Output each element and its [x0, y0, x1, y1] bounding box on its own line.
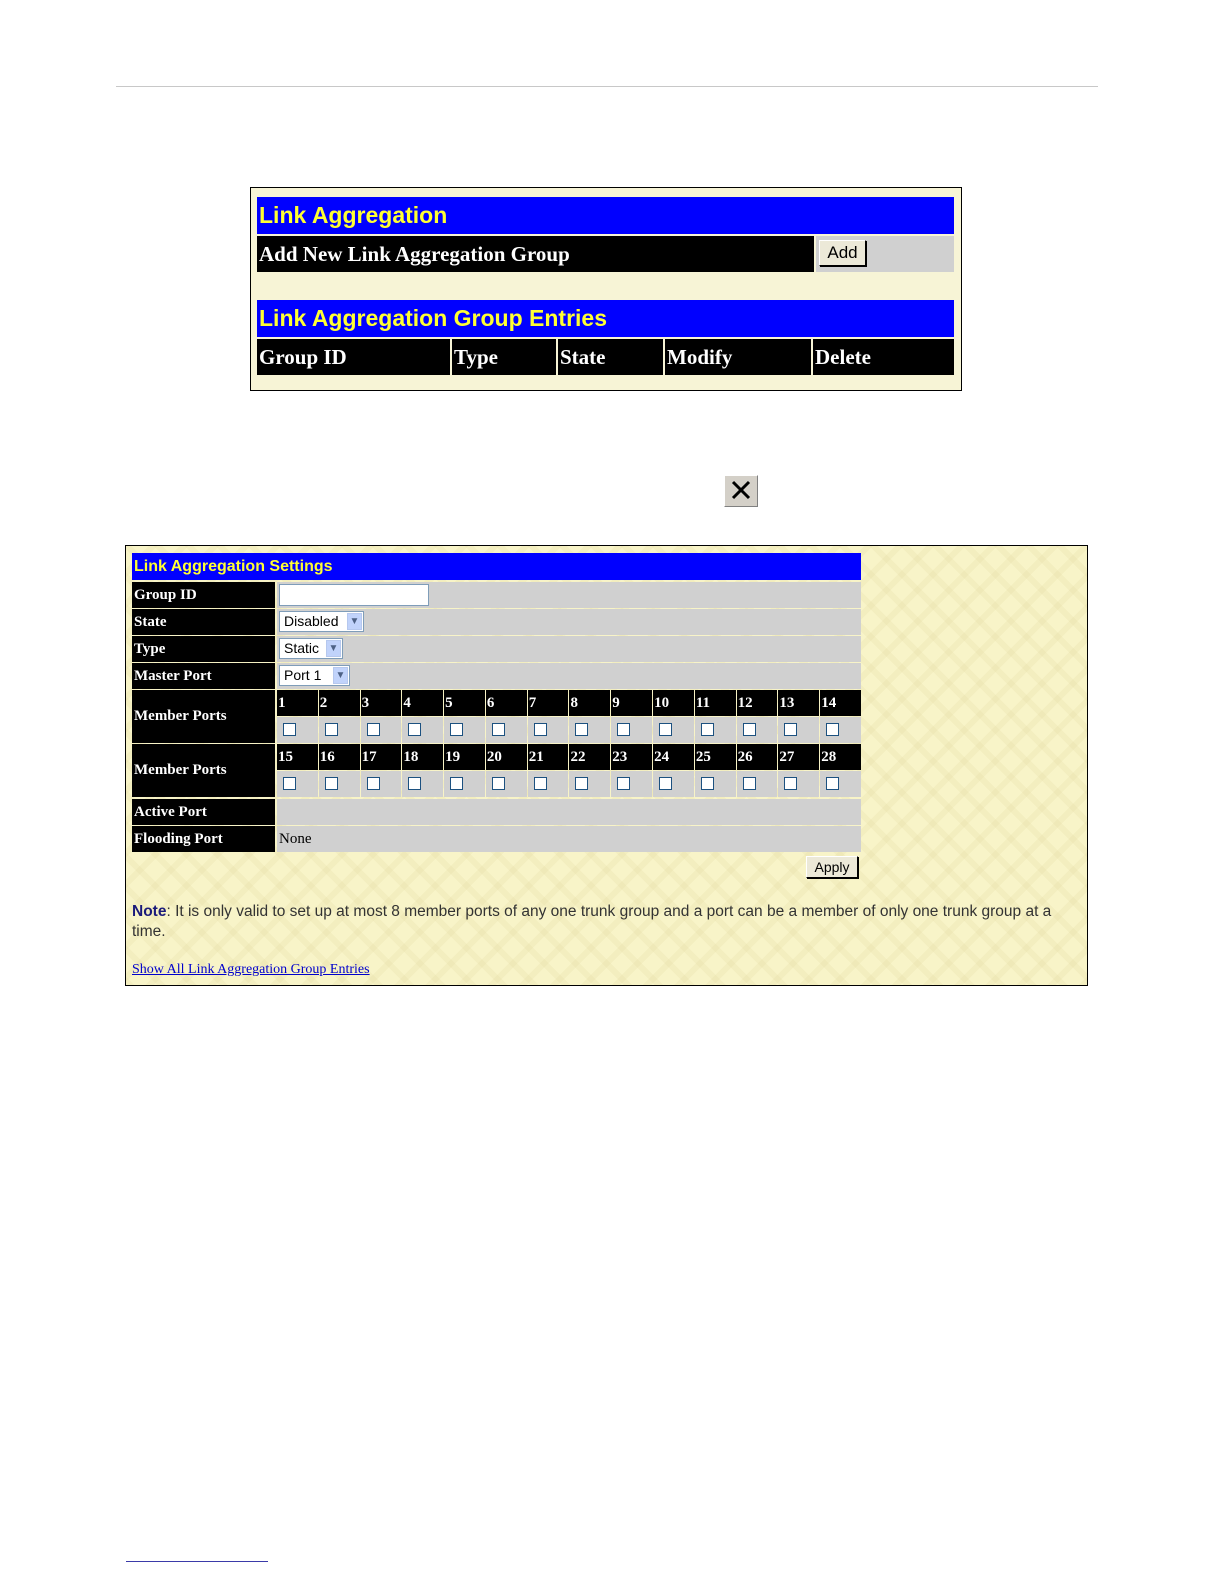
port-number: 28 — [820, 744, 861, 770]
port-number: 16 — [319, 744, 360, 770]
state-label: State — [132, 609, 275, 635]
port-checkbox-cell — [486, 771, 527, 797]
port-number: 14 — [820, 690, 861, 716]
add-group-label: Add New Link Aggregation Group — [257, 236, 814, 272]
member-ports-row-2 — [132, 744, 861, 797]
port-checkbox-cell — [486, 717, 527, 743]
member-ports-row-1 — [132, 690, 861, 743]
port-column — [737, 744, 778, 797]
port-checkbox[interactable] — [575, 777, 588, 790]
col-delete: Delete — [813, 339, 954, 375]
port-checkbox-cell — [820, 717, 861, 743]
port-number: 18 — [402, 744, 443, 770]
port-number: 4 — [402, 690, 443, 716]
show-all-entries-link[interactable]: Show All Link Aggregation Group Entries — [132, 962, 370, 977]
port-checkbox[interactable] — [701, 723, 714, 736]
port-checkbox[interactable] — [743, 777, 756, 790]
add-group-row — [257, 236, 954, 272]
state-select[interactable] — [279, 611, 364, 632]
note-label: Note — [132, 903, 167, 920]
flooding-port-label: Flooding Port — [132, 826, 275, 852]
port-checkbox-cell — [569, 771, 610, 797]
port-number: 10 — [653, 690, 694, 716]
port-checkbox-cell — [820, 771, 861, 797]
port-checkbox-cell — [402, 717, 443, 743]
port-number: 26 — [737, 744, 778, 770]
port-checkbox[interactable] — [492, 723, 505, 736]
master-port-row — [132, 663, 861, 689]
member-ports-grid-2 — [277, 744, 861, 797]
port-number: 9 — [611, 690, 652, 716]
port-number: 6 — [486, 690, 527, 716]
port-number: 21 — [528, 744, 569, 770]
port-number: 11 — [695, 690, 736, 716]
col-modify: Modify — [665, 339, 811, 375]
add-button-cell — [816, 236, 954, 272]
entries-title: Link Aggregation Group Entries — [257, 300, 954, 337]
port-column — [569, 744, 610, 797]
port-number: 5 — [444, 690, 485, 716]
port-checkbox[interactable] — [659, 777, 672, 790]
settings-title: Link Aggregation Settings — [132, 553, 861, 580]
port-checkbox-cell — [402, 771, 443, 797]
port-checkbox-cell — [611, 717, 652, 743]
active-port-value — [277, 804, 279, 820]
port-checkbox-cell — [695, 717, 736, 743]
port-column — [361, 690, 402, 743]
port-column — [361, 744, 402, 797]
port-checkbox[interactable] — [784, 777, 797, 790]
col-type: Type — [452, 339, 556, 375]
port-checkbox[interactable] — [325, 723, 338, 736]
port-column — [820, 690, 861, 743]
type-select-value: Static — [284, 640, 320, 656]
port-checkbox-cell — [653, 771, 694, 797]
port-number: 23 — [611, 744, 652, 770]
member-ports-grid-1 — [277, 690, 861, 743]
port-checkbox-cell — [277, 771, 318, 797]
port-checkbox-cell — [737, 717, 778, 743]
port-column — [528, 690, 569, 743]
port-number: 19 — [444, 744, 485, 770]
top-rule — [116, 86, 1098, 87]
port-checkbox[interactable] — [659, 723, 672, 736]
port-checkbox-cell — [361, 717, 402, 743]
delete-icon — [724, 475, 758, 507]
port-checkbox[interactable] — [743, 723, 756, 736]
port-checkbox-cell — [569, 717, 610, 743]
port-checkbox[interactable] — [450, 723, 463, 736]
port-column — [695, 690, 736, 743]
port-checkbox[interactable] — [534, 777, 547, 790]
port-checkbox[interactable] — [367, 723, 380, 736]
chevron-down-icon: ▼ — [347, 613, 362, 630]
master-port-select[interactable] — [279, 665, 350, 686]
flooding-port-value: None — [279, 831, 312, 847]
chevron-down-icon: ▼ — [326, 640, 341, 657]
port-column — [653, 744, 694, 797]
port-number: 24 — [653, 744, 694, 770]
port-checkbox-cell — [444, 771, 485, 797]
member-ports-label: Member Ports — [132, 690, 275, 743]
note-body: : It is only valid to set up at most 8 member ports of any one trunk group and a port can be a member of only one trunk group at a time. — [132, 903, 1052, 940]
port-checkbox[interactable] — [784, 723, 797, 736]
port-number: 17 — [361, 744, 402, 770]
master-port-label: Master Port — [132, 663, 275, 689]
port-checkbox[interactable] — [575, 723, 588, 736]
port-checkbox[interactable] — [283, 723, 296, 736]
member-ports-label: Member Ports — [132, 744, 275, 797]
port-checkbox[interactable] — [617, 723, 630, 736]
entries-table-header — [257, 339, 954, 375]
port-checkbox[interactable] — [367, 777, 380, 790]
port-checkbox[interactable] — [826, 777, 839, 790]
port-number: 7 — [528, 690, 569, 716]
port-column — [778, 744, 819, 797]
port-checkbox[interactable] — [701, 777, 714, 790]
apply-button[interactable]: Apply — [806, 856, 858, 878]
port-checkbox[interactable] — [450, 777, 463, 790]
port-checkbox[interactable] — [534, 723, 547, 736]
port-number: 25 — [695, 744, 736, 770]
port-checkbox[interactable] — [408, 777, 421, 790]
port-checkbox[interactable] — [826, 723, 839, 736]
port-number: 3 — [361, 690, 402, 716]
port-checkbox-cell — [319, 771, 360, 797]
port-column — [486, 690, 527, 743]
port-checkbox[interactable] — [283, 777, 296, 790]
port-column — [444, 690, 485, 743]
group-id-row — [132, 582, 861, 608]
port-checkbox-cell — [528, 771, 569, 797]
port-checkbox-cell — [528, 717, 569, 743]
port-checkbox-cell — [778, 771, 819, 797]
port-column — [444, 744, 485, 797]
col-state: State — [558, 339, 663, 375]
bottom-rule — [126, 1561, 268, 1562]
panel-title: Link Aggregation — [257, 197, 954, 234]
port-column — [528, 744, 569, 797]
port-number: 2 — [319, 690, 360, 716]
port-number: 8 — [569, 690, 610, 716]
port-column — [277, 744, 318, 797]
port-column — [611, 744, 652, 797]
port-column — [319, 690, 360, 743]
port-number: 12 — [737, 690, 778, 716]
port-column — [778, 690, 819, 743]
port-checkbox-cell — [653, 717, 694, 743]
port-number: 13 — [778, 690, 819, 716]
add-button[interactable]: Add — [819, 240, 866, 266]
state-row — [132, 609, 861, 635]
type-row — [132, 636, 861, 662]
port-number: 20 — [486, 744, 527, 770]
port-column — [653, 690, 694, 743]
port-column — [737, 690, 778, 743]
port-number: 27 — [778, 744, 819, 770]
port-column — [486, 744, 527, 797]
port-checkbox-cell — [319, 717, 360, 743]
port-checkbox-cell — [737, 771, 778, 797]
port-checkbox-cell — [778, 717, 819, 743]
type-label: Type — [132, 636, 275, 662]
master-port-select-value: Port 1 — [284, 667, 322, 683]
port-column — [695, 744, 736, 797]
port-checkbox[interactable] — [325, 777, 338, 790]
group-id-label: Group ID — [132, 582, 275, 608]
port-checkbox[interactable] — [408, 723, 421, 736]
port-checkbox-cell — [444, 717, 485, 743]
link-aggregation-panel — [250, 187, 962, 391]
active-port-row — [132, 799, 861, 825]
type-select[interactable] — [279, 638, 343, 659]
port-checkbox-cell — [611, 771, 652, 797]
flooding-port-row — [132, 826, 861, 852]
port-column — [277, 690, 318, 743]
port-checkbox-cell — [277, 717, 318, 743]
port-column — [319, 744, 360, 797]
group-id-input[interactable] — [279, 584, 429, 606]
port-column — [402, 744, 443, 797]
chevron-down-icon: ▼ — [333, 667, 348, 684]
port-checkbox-cell — [361, 771, 402, 797]
state-select-value: Disabled — [284, 613, 339, 629]
port-number: 22 — [569, 744, 610, 770]
active-port-label: Active Port — [132, 799, 275, 825]
port-checkbox[interactable] — [617, 777, 630, 790]
port-column — [402, 690, 443, 743]
port-checkbox-cell — [695, 771, 736, 797]
note-text — [132, 902, 1084, 942]
port-column — [820, 744, 861, 797]
port-column — [569, 690, 610, 743]
port-number: 1 — [277, 690, 318, 716]
port-column — [611, 690, 652, 743]
col-group-id: Group ID — [257, 339, 450, 375]
port-number: 15 — [277, 744, 318, 770]
port-checkbox[interactable] — [492, 777, 505, 790]
link-aggregation-settings-panel — [125, 545, 1088, 986]
